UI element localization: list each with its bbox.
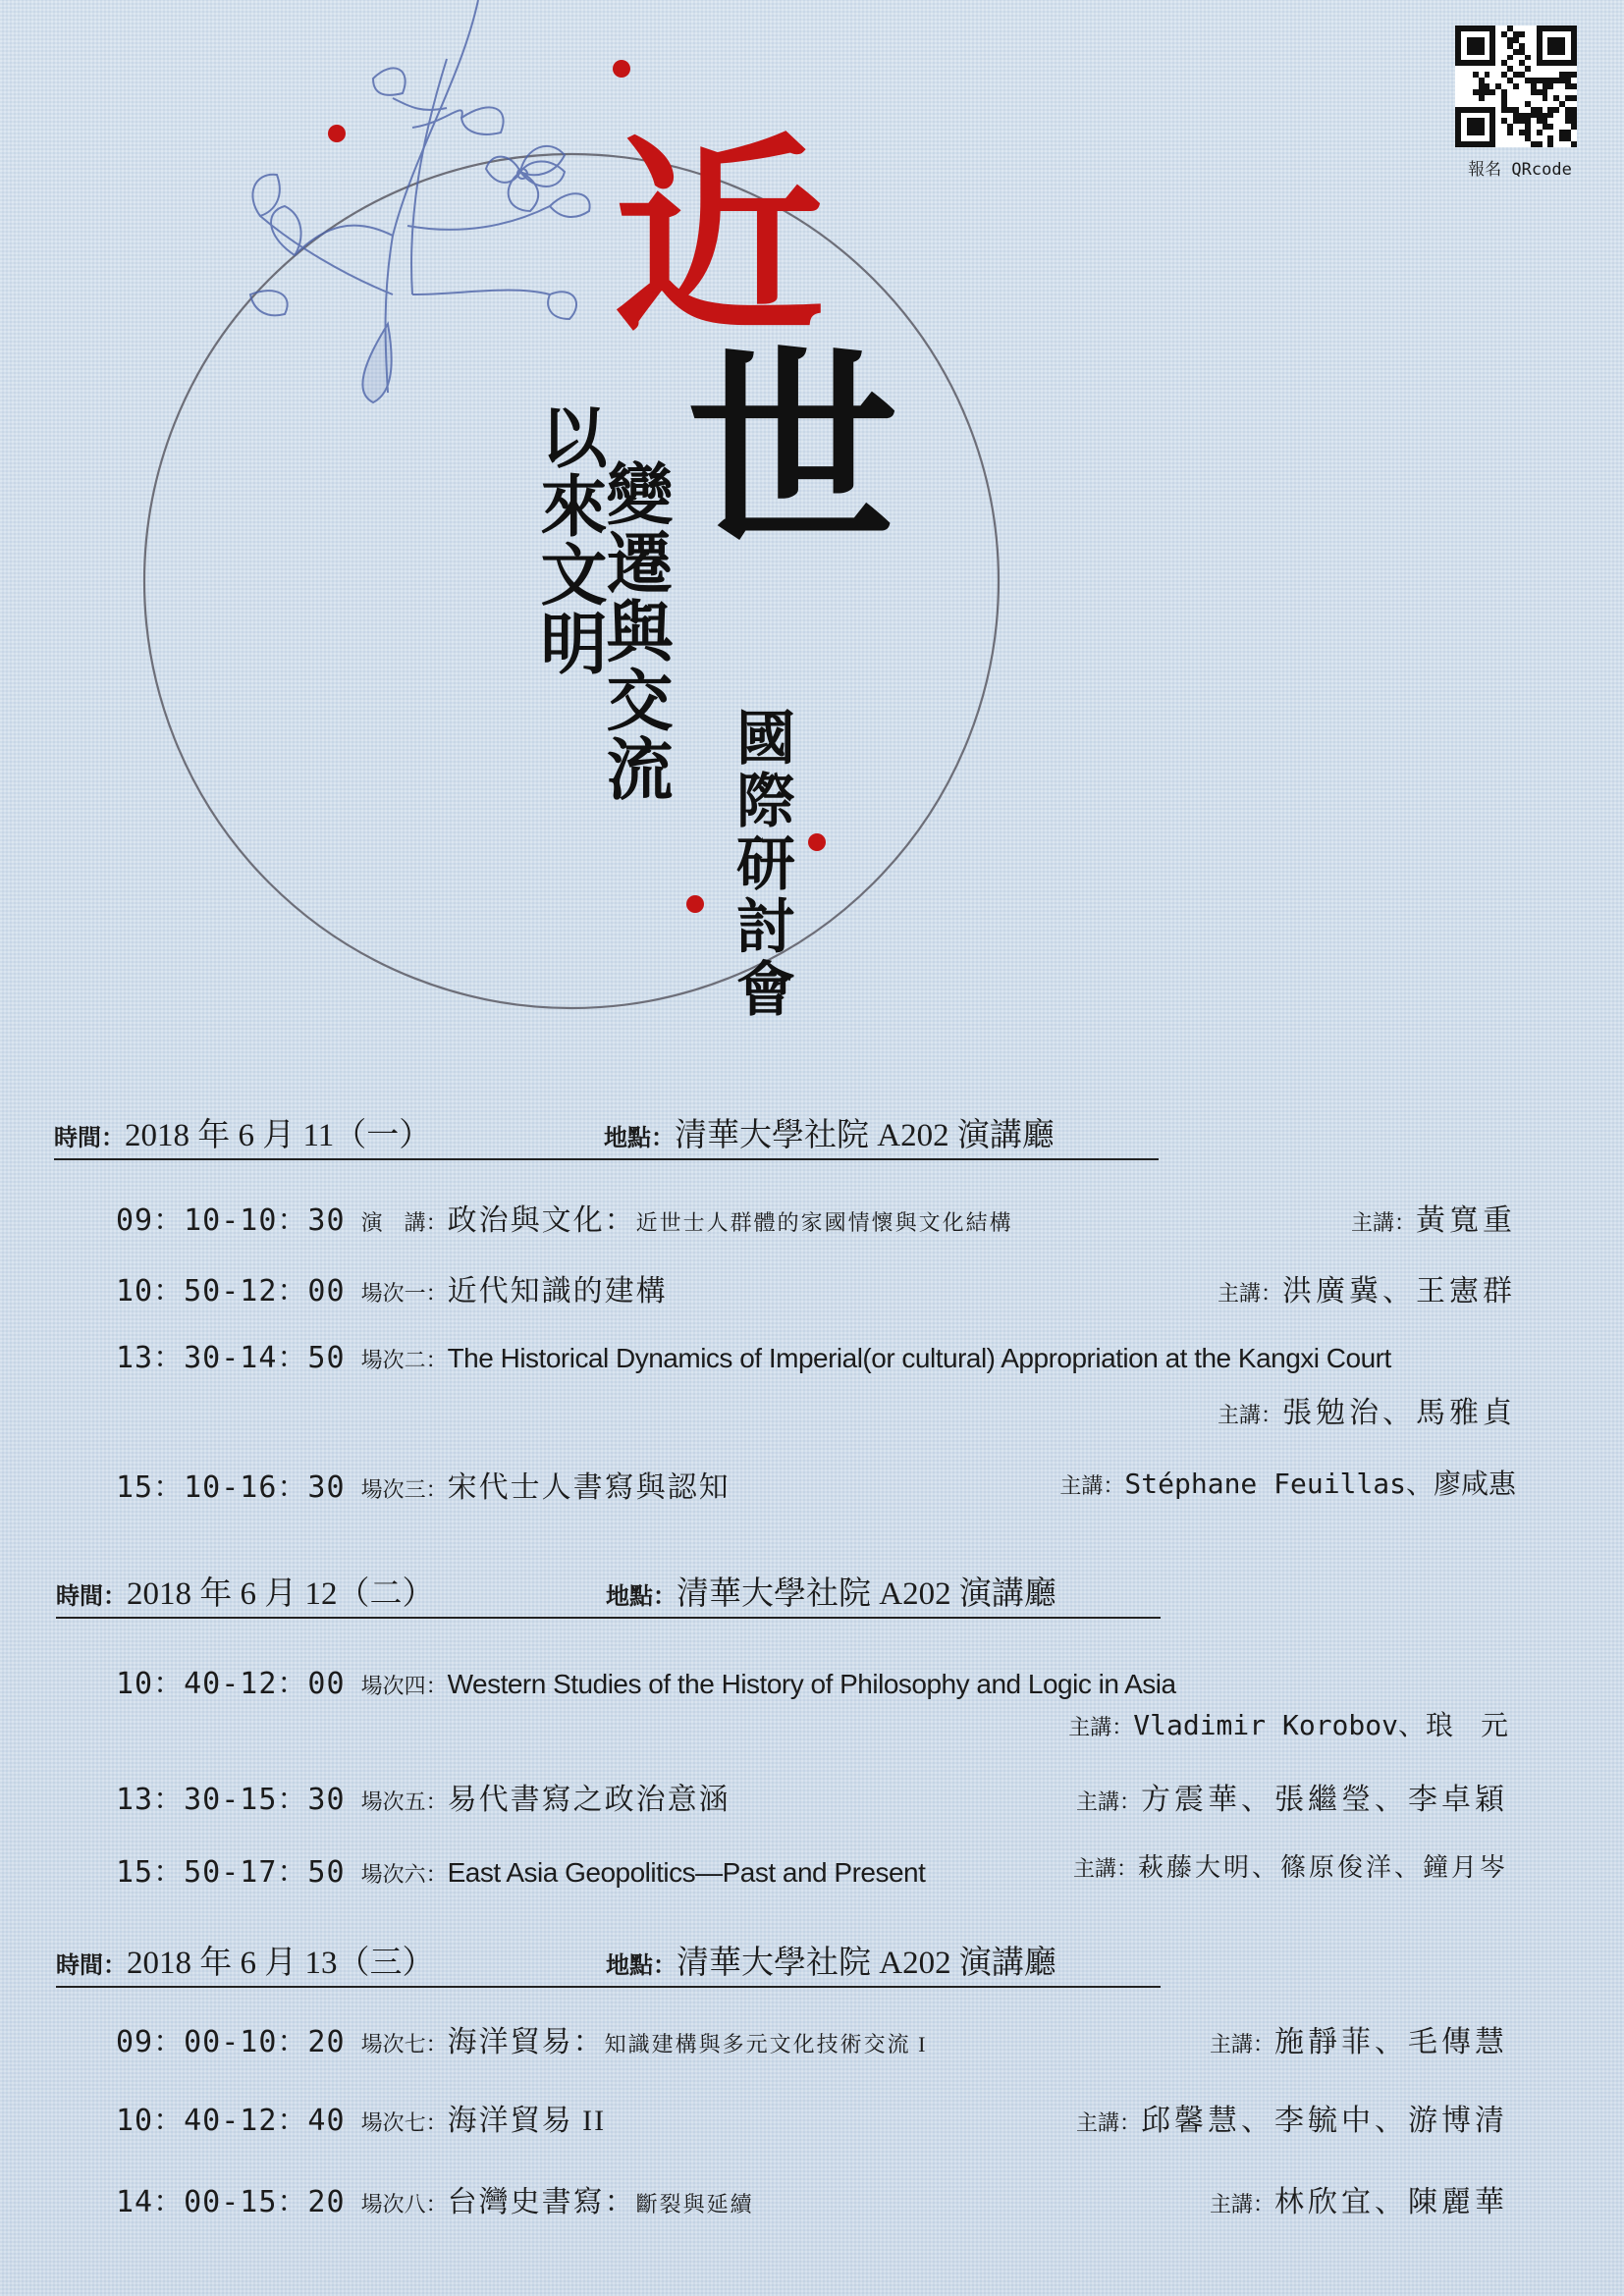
session-speakers bbox=[1076, 2096, 1508, 2139]
session-speakers bbox=[1076, 1775, 1508, 1818]
speaker-names: Vladimir Korobov、琅 元 bbox=[1133, 1709, 1508, 1741]
speaker-names: Stéphane Feuillas、廖咸惠 bbox=[1124, 1468, 1516, 1500]
session-topic: 政治與文化： bbox=[447, 1204, 636, 1237]
session-row bbox=[116, 2017, 1516, 2060]
date-label: 時間： bbox=[56, 1953, 127, 1979]
venue-label: 地點： bbox=[604, 1126, 675, 1151]
red-dot bbox=[613, 60, 630, 78]
venue-text: 清華大學社院 A202 演講廳 bbox=[677, 1946, 1056, 1981]
session-topic: 海洋貿易 II bbox=[447, 2105, 607, 2137]
title-char-2: 世 bbox=[652, 339, 900, 550]
speaker-names: 林欣宜、陳麗華 bbox=[1274, 2186, 1508, 2218]
speaker-label: 主講： bbox=[1072, 1856, 1138, 1881]
session-slot: 場次三： bbox=[360, 1477, 448, 1502]
session-slot: 演 講： bbox=[360, 1210, 448, 1235]
session-subtopic: 斷裂與延續 bbox=[635, 2192, 754, 2216]
speaker-names: 邱馨慧、李毓中、游博清 bbox=[1141, 2105, 1508, 2137]
session-speakers bbox=[1210, 2017, 1508, 2060]
session-slot: 場次五： bbox=[360, 1789, 448, 1814]
qr-module bbox=[1571, 141, 1577, 147]
session-speakers bbox=[1210, 2177, 1508, 2220]
speaker-label: 主講： bbox=[1217, 1403, 1282, 1427]
session-row bbox=[116, 2096, 1516, 2139]
speaker-label: 主講： bbox=[1209, 2032, 1274, 2056]
session-speakers bbox=[1068, 1704, 1508, 1743]
red-dot bbox=[686, 895, 704, 913]
session-topic: Western Studies of the History of Philosophy and Logic in Asia bbox=[447, 1669, 1176, 1699]
session-time: 15：50-17：50 bbox=[116, 1855, 346, 1890]
venue-label: 地點： bbox=[606, 1953, 677, 1979]
session-slot: 場次二： bbox=[360, 1348, 448, 1372]
session-slot: 場次六： bbox=[360, 1862, 448, 1887]
date-label: 時間： bbox=[56, 1584, 127, 1610]
session-slot: 場次七： bbox=[360, 2032, 448, 2056]
title-line-a: 以來文明 bbox=[529, 402, 608, 677]
session-subtopic: 近世士人群體的家國情懷與文化結構 bbox=[635, 1210, 1013, 1235]
session-time: 10：50-12：00 bbox=[116, 1274, 346, 1308]
session-topic: 海洋貿易： bbox=[447, 2026, 605, 2058]
date-label: 時間： bbox=[54, 1126, 125, 1151]
session-row bbox=[116, 1659, 1516, 1757]
speaker-names: 方震華、張繼瑩、李卓穎 bbox=[1141, 1784, 1508, 1816]
session-topic: 近代知識的建構 bbox=[447, 1275, 668, 1308]
date-text: 2018 年 6 月 11（一） bbox=[125, 1118, 432, 1153]
session-slot: 場次八： bbox=[360, 2192, 448, 2216]
session-time: 15：10-16：30 bbox=[116, 1470, 346, 1505]
session-row bbox=[116, 1847, 1516, 1891]
session-topic: East Asia Geopolitics—Past and Present bbox=[447, 1857, 926, 1888]
speaker-names: 施靜菲、毛傳慧 bbox=[1274, 2026, 1508, 2058]
speaker-label: 主講： bbox=[1209, 2192, 1274, 2216]
session-time: 10：40-12：40 bbox=[116, 2104, 346, 2138]
speaker-names: 洪廣冀、王憲群 bbox=[1282, 1275, 1516, 1308]
venue-text: 清華大學社院 A202 演講廳 bbox=[675, 1118, 1055, 1153]
speaker-label: 主講： bbox=[1075, 2110, 1141, 2135]
session-row bbox=[116, 2177, 1516, 2220]
title-char-1: 近 bbox=[578, 126, 827, 337]
session-row bbox=[116, 1333, 1516, 1431]
red-dot bbox=[808, 833, 826, 851]
session-topic: 宋代士人書寫與認知 bbox=[447, 1471, 731, 1504]
date-text: 2018 年 6 月 12（二） bbox=[127, 1576, 435, 1612]
venue-text: 清華大學社院 A202 演講廳 bbox=[677, 1576, 1056, 1612]
session-speakers bbox=[1351, 1196, 1516, 1239]
session-speakers bbox=[1218, 1266, 1516, 1309]
speaker-label: 主講： bbox=[1068, 1715, 1134, 1739]
red-dot bbox=[328, 125, 346, 142]
session-time: 09：10-10：30 bbox=[116, 1203, 346, 1238]
session-time: 14：00-15：20 bbox=[116, 2185, 346, 2219]
session-time: 13：30-15：30 bbox=[116, 1783, 346, 1817]
title-line-c: 國際研討會 bbox=[727, 707, 795, 1021]
flower-illustration bbox=[250, 0, 590, 402]
session-time: 10：40-12：00 bbox=[116, 1667, 346, 1701]
session-row bbox=[116, 1463, 1516, 1506]
session-slot: 場次七： bbox=[360, 2110, 448, 2135]
session-topic: The Historical Dynamics of Imperial(or cultural) Appropriation at the Kangxi Court bbox=[447, 1343, 1391, 1373]
session-subtopic: 知識建構與多元文化技術交流 I bbox=[604, 2032, 928, 2056]
qr-code-label: 報名 QRcode bbox=[1468, 160, 1572, 180]
session-time: 09：00-10：20 bbox=[116, 2025, 346, 2059]
speaker-names: 黃寬重 bbox=[1416, 1204, 1516, 1237]
speaker-names: 萩藤大明、篠原俊洋、鐘月岑 bbox=[1137, 1853, 1508, 1882]
title-line-b: 變遷與交流 bbox=[595, 459, 674, 803]
session-time: 13：30-14：50 bbox=[116, 1341, 346, 1375]
session-slot: 場次一： bbox=[360, 1281, 448, 1306]
session-row bbox=[116, 1775, 1516, 1818]
session-topic: 易代書寫之政治意涵 bbox=[447, 1784, 731, 1816]
speaker-label: 主講： bbox=[1350, 1210, 1416, 1235]
session-speakers bbox=[1218, 1388, 1516, 1431]
session-speakers bbox=[1059, 1463, 1516, 1502]
session-row bbox=[116, 1196, 1516, 1239]
speaker-label: 主講： bbox=[1059, 1473, 1125, 1498]
venue-label: 地點： bbox=[606, 1584, 677, 1610]
registration-qr-code[interactable] bbox=[1455, 26, 1577, 147]
speaker-label: 主講： bbox=[1217, 1281, 1282, 1306]
speaker-names: 張勉治、馬雅貞 bbox=[1282, 1397, 1516, 1429]
session-speakers bbox=[1073, 1847, 1508, 1884]
day-3-header bbox=[56, 1937, 1161, 1988]
day-2-header bbox=[56, 1568, 1161, 1619]
session-row bbox=[116, 1266, 1516, 1309]
speaker-label: 主講： bbox=[1075, 1789, 1141, 1814]
date-text: 2018 年 6 月 13（三） bbox=[127, 1946, 435, 1981]
session-slot: 場次四： bbox=[360, 1674, 448, 1698]
day-1-header bbox=[54, 1109, 1159, 1160]
session-topic: 台灣史書寫： bbox=[447, 2186, 636, 2218]
